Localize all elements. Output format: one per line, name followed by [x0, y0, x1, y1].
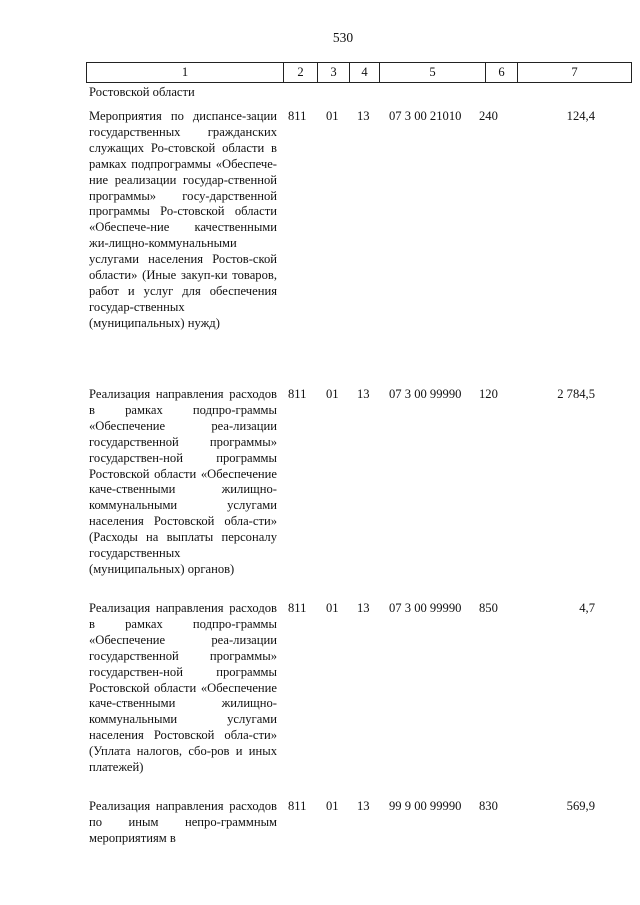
column-header-6: 6: [486, 63, 518, 83]
column-header-row: [87, 63, 632, 83]
column-header-7: 7: [518, 63, 632, 83]
row-section: 01: [326, 387, 339, 401]
continuation-text: Ростовской области: [89, 85, 195, 99]
row-target-article: 07 3 00 21010: [389, 109, 462, 123]
row-expense-type: 850: [479, 601, 498, 615]
row-expense-type: 830: [479, 799, 498, 813]
row-description: Реализация направления расходов по иным непро-граммным мероприятиям в: [89, 799, 277, 845]
row-description: Реализация направления расходов в рамках подпро-граммы «Обеспечение реа-лизации государственной программы» государствен-ной программы Ростовской области «Обеспечение каче-ственными жилищно-коммунальными услугами населения Ростовской обла-сти» (Расходы на выплаты персоналу государственных (муниципальных) органов): [89, 387, 277, 576]
row-description: Реализация направления расходов в рамках подпро-граммы «Обеспечение реа-лизации государственной программы» государствен-ной программы Ростовской области «Обеспечение каче-ственными жилищно-коммунальными услугами населения Ростовской обла-сти» (Уплата налогов, сбо-ров и иных платежей): [89, 601, 277, 775]
column-header-3: 3: [318, 63, 350, 83]
column-header-4: 4: [350, 63, 380, 83]
row-description: Мероприятия по диспансе-зации государственных гражданских служащих Ро-стовской области в рамках подпрограммы «Обеспече-ние реализации государ-ственной программы» госу-дарственной программы Ро-стовской области «Обеспече-ние качественными жи-лищно-коммунальными услугами населения Ростов-ской области» (Иные закуп-ки товаров, работ и услуг для обеспечения государ-ственных (муниципальных) нужд): [89, 109, 277, 330]
row-subsection: 13: [357, 109, 370, 123]
row-expense-type: 240: [479, 109, 498, 123]
row-sum: 2 784,5: [557, 387, 595, 401]
row-section: 01: [326, 601, 339, 615]
row-subsection: 13: [357, 387, 370, 401]
row-target-article: 99 9 00 99990: [389, 799, 462, 813]
row-admin-code: 811: [288, 601, 307, 615]
row-sum: 4,7: [579, 601, 595, 615]
row-sum: 124,4: [566, 109, 595, 123]
page-number: 530: [332, 30, 354, 45]
row-expense-type: 120: [479, 387, 498, 401]
row-section: 01: [326, 799, 339, 813]
column-header-2: 2: [284, 63, 318, 83]
row-section: 01: [326, 109, 339, 123]
row-subsection: 13: [357, 601, 370, 615]
row-sum: 569,9: [566, 799, 595, 813]
row-subsection: 13: [357, 799, 370, 813]
column-header-table: [86, 62, 632, 83]
row-target-article: 07 3 00 99990: [389, 387, 462, 401]
row-admin-code: 811: [288, 109, 307, 123]
column-header-1: 1: [87, 63, 284, 83]
row-target-article: 07 3 00 99990: [389, 601, 462, 615]
column-header-5: 5: [380, 63, 486, 83]
row-admin-code: 811: [288, 387, 307, 401]
row-admin-code: 811: [288, 799, 307, 813]
